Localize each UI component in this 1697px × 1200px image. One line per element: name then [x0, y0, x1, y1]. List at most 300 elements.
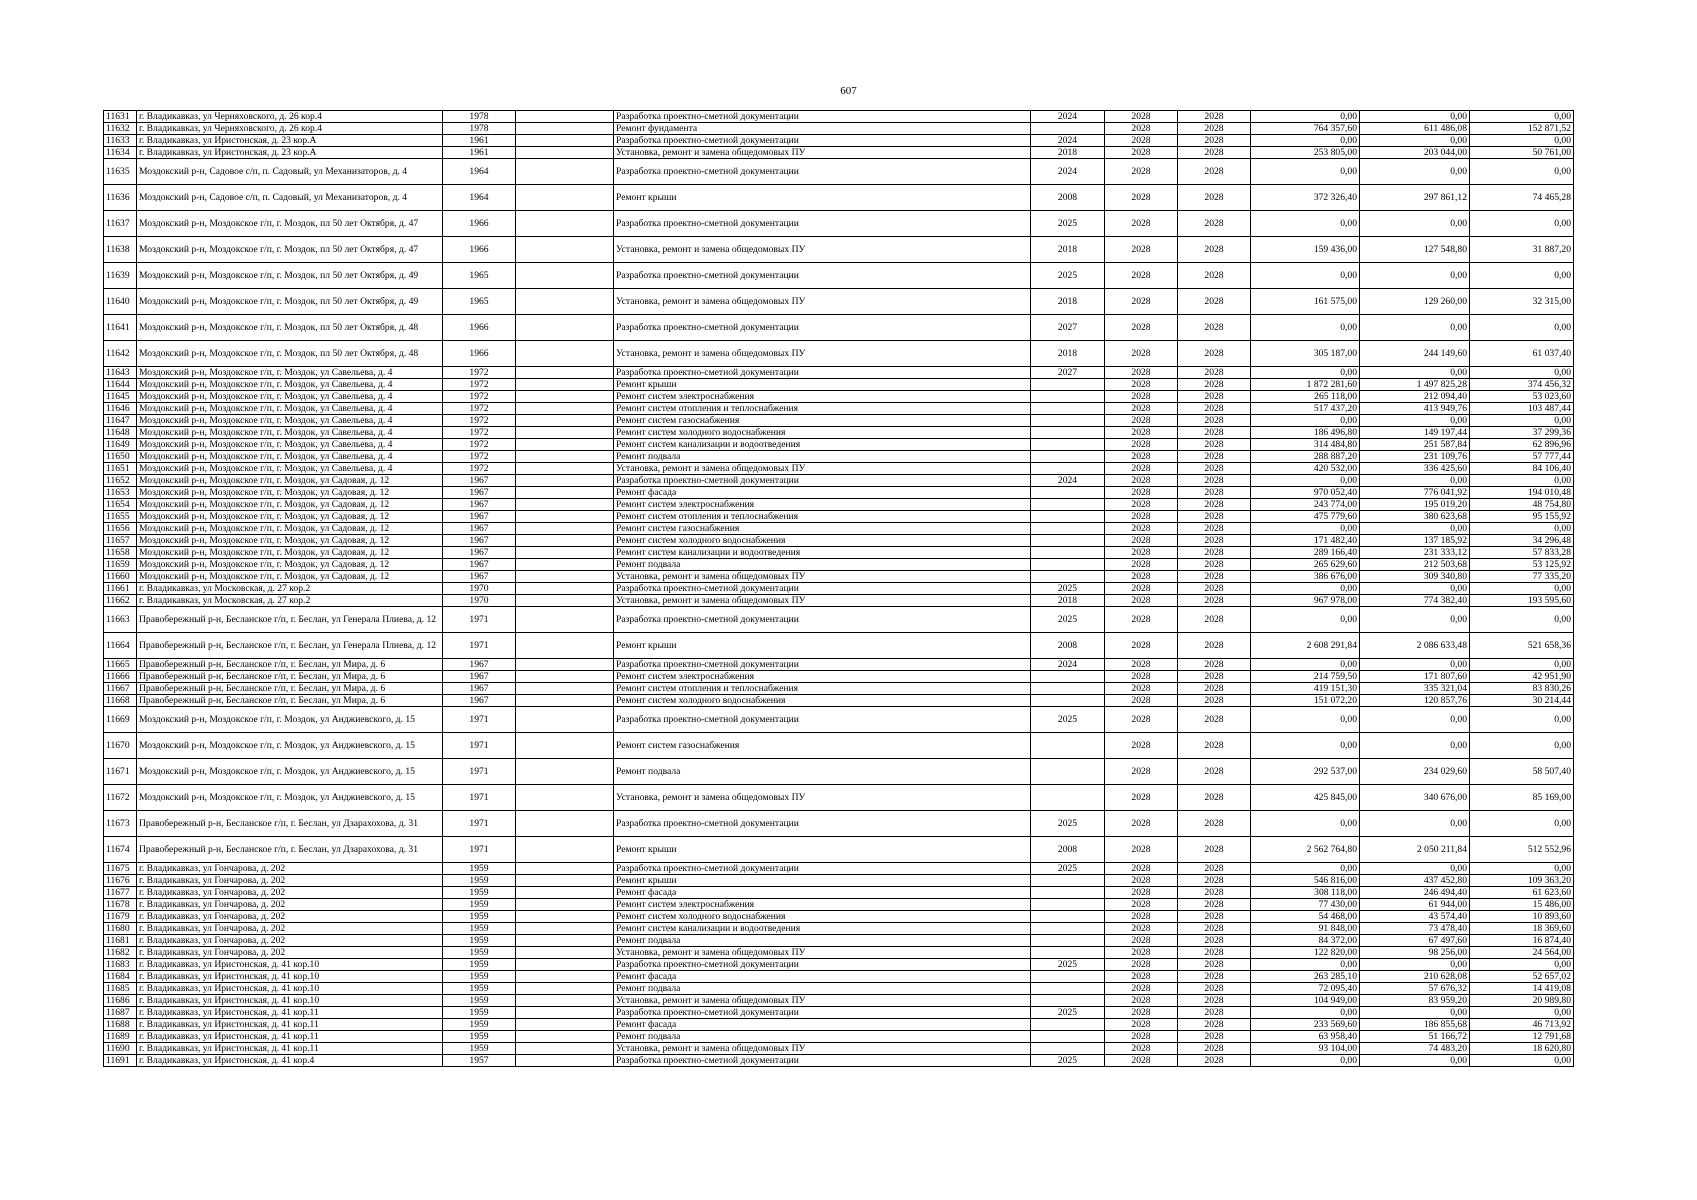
empty-cell	[516, 559, 614, 571]
empty-cell	[516, 341, 614, 367]
table-row	[104, 123, 1574, 135]
last-repair-year	[1031, 535, 1105, 547]
row-number: 11688	[104, 1019, 137, 1031]
total-cost: 1 872 281,60	[1251, 379, 1360, 391]
total-cost: 91 848,00	[1251, 923, 1360, 935]
total-cost: 214 759,50	[1251, 671, 1360, 683]
row-number: 11673	[104, 811, 137, 837]
last-repair-year	[1031, 899, 1105, 911]
empty-cell	[516, 971, 614, 983]
plan-year-start: 2028	[1105, 237, 1178, 263]
empty-cell	[516, 237, 614, 263]
plan-year-start: 2028	[1105, 1007, 1178, 1019]
build-year: 1971	[443, 785, 516, 811]
build-year: 1959	[443, 1031, 516, 1043]
address: г. Владикавказ, ул Гончарова, д. 202	[137, 911, 443, 923]
table-row	[104, 571, 1574, 583]
work-type: Ремонт подвала	[614, 983, 1031, 995]
empty-cell	[516, 487, 614, 499]
plan-year-end: 2028	[1178, 971, 1251, 983]
owner-cost: 0,00	[1470, 583, 1574, 595]
last-repair-year	[1031, 403, 1105, 415]
table-row	[104, 607, 1574, 633]
address: Моздокский р-н, Моздокское г/п, г. Моздок, ул Садовая, д. 12	[137, 523, 443, 535]
fund-cost: 127 548,80	[1360, 237, 1470, 263]
address: Моздокский р-н, Моздокское г/п, г. Моздок, ул Савельева, д. 4	[137, 379, 443, 391]
plan-year-end: 2028	[1178, 535, 1251, 547]
build-year: 1972	[443, 427, 516, 439]
address: г. Владикавказ, ул Иристонская, д. 23 кор.А	[137, 135, 443, 147]
last-repair-year: 2018	[1031, 341, 1105, 367]
total-cost: 253 805,00	[1251, 147, 1360, 159]
last-repair-year	[1031, 451, 1105, 463]
last-repair-year	[1031, 695, 1105, 707]
empty-cell	[516, 983, 614, 995]
owner-cost: 521 658,36	[1470, 633, 1574, 659]
plan-year-start: 2028	[1105, 1055, 1178, 1067]
fund-cost: 61 944,00	[1360, 899, 1470, 911]
empty-cell	[516, 1007, 614, 1019]
fund-cost: 251 587,84	[1360, 439, 1470, 451]
row-number: 11653	[104, 487, 137, 499]
fund-cost: 1 497 825,28	[1360, 379, 1470, 391]
work-type: Ремонт подвала	[614, 759, 1031, 785]
plan-year-end: 2028	[1178, 237, 1251, 263]
owner-cost: 0,00	[1470, 263, 1574, 289]
fund-cost: 212 094,40	[1360, 391, 1470, 403]
table-row	[104, 523, 1574, 535]
empty-cell	[516, 733, 614, 759]
work-type: Разработка проектно-сметной документации	[614, 111, 1031, 123]
address: Моздокский р-н, Моздокское г/п, г. Моздок, ул Садовая, д. 12	[137, 511, 443, 523]
empty-cell	[516, 811, 614, 837]
last-repair-year: 2008	[1031, 633, 1105, 659]
owner-cost: 62 896,96	[1470, 439, 1574, 451]
row-number: 11633	[104, 135, 137, 147]
plan-year-end: 2028	[1178, 887, 1251, 899]
total-cost: 159 436,00	[1251, 237, 1360, 263]
build-year: 1967	[443, 499, 516, 511]
fund-cost: 309 340,80	[1360, 571, 1470, 583]
table-row	[104, 935, 1574, 947]
work-type: Разработка проектно-сметной документации	[614, 135, 1031, 147]
plan-year-start: 2028	[1105, 1043, 1178, 1055]
work-type: Разработка проектно-сметной документации	[614, 607, 1031, 633]
fund-cost: 234 029,60	[1360, 759, 1470, 785]
build-year: 1966	[443, 341, 516, 367]
fund-cost: 67 497,60	[1360, 935, 1470, 947]
fund-cost: 203 044,00	[1360, 147, 1470, 159]
plan-year-start: 2028	[1105, 759, 1178, 785]
total-cost: 288 887,20	[1251, 451, 1360, 463]
plan-year-start: 2028	[1105, 947, 1178, 959]
row-number: 11676	[104, 875, 137, 887]
empty-cell	[516, 547, 614, 559]
owner-cost: 24 564,00	[1470, 947, 1574, 959]
plan-year-end: 2028	[1178, 571, 1251, 583]
row-number: 11669	[104, 707, 137, 733]
plan-year-start: 2028	[1105, 185, 1178, 211]
row-number: 11640	[104, 289, 137, 315]
plan-year-start: 2028	[1105, 511, 1178, 523]
owner-cost: 152 871,52	[1470, 123, 1574, 135]
last-repair-year	[1031, 511, 1105, 523]
total-cost: 2 608 291,84	[1251, 633, 1360, 659]
plan-year-end: 2028	[1178, 785, 1251, 811]
work-type: Ремонт систем холодного водоснабжения	[614, 427, 1031, 439]
address: Моздокский р-н, Моздокское г/п, г. Моздок, ул Савельева, д. 4	[137, 451, 443, 463]
plan-year-start: 2028	[1105, 911, 1178, 923]
work-type: Установка, ремонт и замена общедомовых ПУ	[614, 995, 1031, 1007]
address: г. Владикавказ, ул Черняховского, д. 26 кор.4	[137, 111, 443, 123]
plan-year-start: 2028	[1105, 315, 1178, 341]
total-cost: 186 496,80	[1251, 427, 1360, 439]
empty-cell	[516, 111, 614, 123]
row-number: 11683	[104, 959, 137, 971]
address: Моздокский р-н, Моздокское г/п, г. Моздок, ул Садовая, д. 12	[137, 547, 443, 559]
fund-cost: 246 494,40	[1360, 887, 1470, 899]
last-repair-year: 2025	[1031, 583, 1105, 595]
plan-year-end: 2028	[1178, 837, 1251, 863]
fund-cost: 51 166,72	[1360, 1031, 1470, 1043]
build-year: 1978	[443, 111, 516, 123]
owner-cost: 58 507,40	[1470, 759, 1574, 785]
fund-cost: 0,00	[1360, 659, 1470, 671]
row-number: 11650	[104, 451, 137, 463]
empty-cell	[516, 583, 614, 595]
plan-year-start: 2028	[1105, 123, 1178, 135]
work-type: Установка, ремонт и замена общедомовых ПУ	[614, 147, 1031, 159]
build-year: 1970	[443, 583, 516, 595]
row-number: 11666	[104, 671, 137, 683]
work-type: Разработка проектно-сметной документации	[614, 583, 1031, 595]
fund-cost: 83 959,20	[1360, 995, 1470, 1007]
table-row	[104, 427, 1574, 439]
owner-cost: 57 833,28	[1470, 547, 1574, 559]
plan-year-end: 2028	[1178, 147, 1251, 159]
build-year: 1964	[443, 159, 516, 185]
total-cost: 419 151,30	[1251, 683, 1360, 695]
last-repair-year	[1031, 571, 1105, 583]
last-repair-year	[1031, 123, 1105, 135]
address: Правобережный р-н, Беcланское г/п, г. Беслан, ул Мира, д. 6	[137, 683, 443, 695]
table-row	[104, 595, 1574, 607]
empty-cell	[516, 707, 614, 733]
plan-year-end: 2028	[1178, 427, 1251, 439]
last-repair-year	[1031, 499, 1105, 511]
last-repair-year: 2024	[1031, 659, 1105, 671]
empty-cell	[516, 785, 614, 811]
empty-cell	[516, 695, 614, 707]
last-repair-year	[1031, 875, 1105, 887]
address: г. Владикавказ, ул Московская, д. 27 кор.2	[137, 595, 443, 607]
address: г. Владикавказ, ул Иристонская, д. 41 кор.11	[137, 1043, 443, 1055]
fund-cost: 0,00	[1360, 707, 1470, 733]
plan-year-start: 2028	[1105, 487, 1178, 499]
plan-year-start: 2028	[1105, 1019, 1178, 1031]
owner-cost: 0,00	[1470, 475, 1574, 487]
plan-year-end: 2028	[1178, 1055, 1251, 1067]
work-type: Ремонт фасада	[614, 887, 1031, 899]
table-row	[104, 707, 1574, 733]
owner-cost: 0,00	[1470, 135, 1574, 147]
plan-year-start: 2028	[1105, 451, 1178, 463]
build-year: 1959	[443, 935, 516, 947]
work-type: Ремонт систем канализации и водоотведения	[614, 547, 1031, 559]
total-cost: 308 118,00	[1251, 887, 1360, 899]
empty-cell	[516, 211, 614, 237]
plan-year-start: 2028	[1105, 341, 1178, 367]
table-row	[104, 487, 1574, 499]
build-year: 1961	[443, 135, 516, 147]
plan-year-start: 2028	[1105, 695, 1178, 707]
work-type: Разработка проектно-сметной документации	[614, 707, 1031, 733]
row-number: 11642	[104, 341, 137, 367]
plan-year-end: 2028	[1178, 995, 1251, 1007]
plan-year-start: 2028	[1105, 475, 1178, 487]
build-year: 1978	[443, 123, 516, 135]
table-row	[104, 415, 1574, 427]
row-number: 11668	[104, 695, 137, 707]
row-number: 11635	[104, 159, 137, 185]
total-cost: 161 575,00	[1251, 289, 1360, 315]
plan-year-end: 2028	[1178, 523, 1251, 535]
empty-cell	[516, 475, 614, 487]
last-repair-year: 2024	[1031, 159, 1105, 185]
plan-year-start: 2028	[1105, 633, 1178, 659]
owner-cost: 0,00	[1470, 733, 1574, 759]
plan-year-end: 2028	[1178, 123, 1251, 135]
work-type: Разработка проектно-сметной документации	[614, 475, 1031, 487]
work-type: Ремонт крыши	[614, 837, 1031, 863]
row-number: 11686	[104, 995, 137, 1007]
build-year: 1967	[443, 511, 516, 523]
row-number: 11684	[104, 971, 137, 983]
last-repair-year: 2018	[1031, 289, 1105, 315]
fund-cost: 0,00	[1360, 733, 1470, 759]
total-cost: 372 326,40	[1251, 185, 1360, 211]
fund-cost: 437 452,80	[1360, 875, 1470, 887]
owner-cost: 374 456,32	[1470, 379, 1574, 391]
row-number: 11636	[104, 185, 137, 211]
build-year: 1972	[443, 439, 516, 451]
fund-cost: 120 857,76	[1360, 695, 1470, 707]
plan-year-start: 2028	[1105, 595, 1178, 607]
work-type: Ремонт систем электроснабжения	[614, 499, 1031, 511]
empty-cell	[516, 147, 614, 159]
table-row	[104, 733, 1574, 759]
owner-cost: 18 369,60	[1470, 923, 1574, 935]
plan-year-end: 2028	[1178, 607, 1251, 633]
owner-cost: 95 155,92	[1470, 511, 1574, 523]
owner-cost: 48 754,80	[1470, 499, 1574, 511]
table-row	[104, 899, 1574, 911]
row-number: 11661	[104, 583, 137, 595]
total-cost: 292 537,00	[1251, 759, 1360, 785]
total-cost: 77 430,00	[1251, 899, 1360, 911]
work-type: Ремонт систем газоснабжения	[614, 523, 1031, 535]
last-repair-year: 2024	[1031, 135, 1105, 147]
fund-cost: 73 478,40	[1360, 923, 1470, 935]
build-year: 1961	[443, 147, 516, 159]
last-repair-year: 2024	[1031, 111, 1105, 123]
last-repair-year	[1031, 547, 1105, 559]
fund-cost: 611 486,08	[1360, 123, 1470, 135]
fund-cost: 210 628,08	[1360, 971, 1470, 983]
empty-cell	[516, 837, 614, 863]
work-type: Ремонт подвала	[614, 451, 1031, 463]
row-number: 11664	[104, 633, 137, 659]
fund-cost: 0,00	[1360, 367, 1470, 379]
owner-cost: 194 010,48	[1470, 487, 1574, 499]
work-type: Ремонт систем отопления и теплоснабжения	[614, 511, 1031, 523]
total-cost: 386 676,00	[1251, 571, 1360, 583]
build-year: 1967	[443, 535, 516, 547]
fund-cost: 2 050 211,84	[1360, 837, 1470, 863]
row-number: 11654	[104, 499, 137, 511]
owner-cost: 83 830,26	[1470, 683, 1574, 695]
total-cost: 54 468,00	[1251, 911, 1360, 923]
fund-cost: 231 333,12	[1360, 547, 1470, 559]
table-row	[104, 147, 1574, 159]
address: г. Владикавказ, ул Иристонская, д. 41 кор.11	[137, 1031, 443, 1043]
build-year: 1972	[443, 451, 516, 463]
total-cost: 0,00	[1251, 475, 1360, 487]
last-repair-year: 2025	[1031, 607, 1105, 633]
last-repair-year	[1031, 439, 1105, 451]
plan-year-end: 2028	[1178, 487, 1251, 499]
address: Моздокский р-н, Моздокское г/п, г. Моздок, пл 50 лет Октября, д. 48	[137, 315, 443, 341]
build-year: 1959	[443, 947, 516, 959]
fund-cost: 413 949,76	[1360, 403, 1470, 415]
plan-year-end: 2028	[1178, 671, 1251, 683]
plan-year-start: 2028	[1105, 367, 1178, 379]
address: г. Владикавказ, ул Иристонская, д. 41 кор.10	[137, 995, 443, 1007]
table-row	[104, 511, 1574, 523]
owner-cost: 85 169,00	[1470, 785, 1574, 811]
build-year: 1959	[443, 887, 516, 899]
work-type: Установка, ремонт и замена общедомовых ПУ	[614, 341, 1031, 367]
row-number: 11677	[104, 887, 137, 899]
work-type: Ремонт крыши	[614, 875, 1031, 887]
empty-cell	[516, 135, 614, 147]
plan-year-end: 2028	[1178, 391, 1251, 403]
row-number: 11631	[104, 111, 137, 123]
empty-cell	[516, 959, 614, 971]
plan-year-end: 2028	[1178, 759, 1251, 785]
address: Моздокский р-н, Моздокское г/п, г. Моздок, ул Савельева, д. 4	[137, 439, 443, 451]
plan-year-end: 2028	[1178, 707, 1251, 733]
address: Моздокский р-н, Моздокское г/п, г. Моздок, ул Анджиевского, д. 15	[137, 759, 443, 785]
row-number: 11687	[104, 1007, 137, 1019]
owner-cost: 0,00	[1470, 315, 1574, 341]
row-number: 11656	[104, 523, 137, 535]
plan-year-start: 2028	[1105, 935, 1178, 947]
plan-year-end: 2028	[1178, 341, 1251, 367]
build-year: 1967	[443, 559, 516, 571]
fund-cost: 2 086 633,48	[1360, 633, 1470, 659]
plan-year-end: 2028	[1178, 863, 1251, 875]
plan-year-start: 2028	[1105, 863, 1178, 875]
work-type: Ремонт систем электроснабжения	[614, 899, 1031, 911]
owner-cost: 0,00	[1470, 111, 1574, 123]
total-cost: 233 569,60	[1251, 1019, 1360, 1031]
build-year: 1965	[443, 263, 516, 289]
address: Моздокский р-н, Моздокское г/п, г. Моздок, пл 50 лет Октября, д. 47	[137, 211, 443, 237]
empty-cell	[516, 499, 614, 511]
last-repair-year	[1031, 379, 1105, 391]
total-cost: 243 774,00	[1251, 499, 1360, 511]
empty-cell	[516, 159, 614, 185]
last-repair-year: 2027	[1031, 315, 1105, 341]
work-type: Ремонт фундамента	[614, 123, 1031, 135]
plan-year-end: 2028	[1178, 659, 1251, 671]
owner-cost: 20 989,80	[1470, 995, 1574, 1007]
empty-cell	[516, 1019, 614, 1031]
plan-year-start: 2028	[1105, 463, 1178, 475]
last-repair-year	[1031, 995, 1105, 1007]
last-repair-year: 2025	[1031, 863, 1105, 875]
work-type: Разработка проектно-сметной документации	[614, 211, 1031, 237]
table-row	[104, 439, 1574, 451]
last-repair-year	[1031, 523, 1105, 535]
last-repair-year	[1031, 683, 1105, 695]
table-row	[104, 887, 1574, 899]
build-year: 1959	[443, 983, 516, 995]
total-cost: 171 482,40	[1251, 535, 1360, 547]
total-cost: 0,00	[1251, 111, 1360, 123]
address: Моздокский р-н, Моздокское г/п, г. Моздок, ул Савельева, д. 4	[137, 403, 443, 415]
address: Моздокский р-н, Моздокское г/п, г. Моздок, ул Садовая, д. 12	[137, 559, 443, 571]
total-cost: 305 187,00	[1251, 341, 1360, 367]
address: Моздокский р-н, Моздокское г/п, г. Моздок, пл 50 лет Октября, д. 48	[137, 341, 443, 367]
work-type: Установка, ремонт и замена общедомовых ПУ	[614, 1043, 1031, 1055]
plan-year-end: 2028	[1178, 211, 1251, 237]
owner-cost: 103 487,44	[1470, 403, 1574, 415]
fund-cost: 0,00	[1360, 1007, 1470, 1019]
table-row	[104, 1055, 1574, 1067]
work-type: Ремонт систем электроснабжения	[614, 391, 1031, 403]
work-type: Установка, ремонт и замена общедомовых ПУ	[614, 289, 1031, 315]
address: Правобережный р-н, Беcланское г/п, г. Беслан, ул Генерала Плиева, д. 12	[137, 633, 443, 659]
table-row	[104, 289, 1574, 315]
plan-year-end: 2028	[1178, 633, 1251, 659]
last-repair-year	[1031, 947, 1105, 959]
empty-cell	[516, 863, 614, 875]
owner-cost: 0,00	[1470, 863, 1574, 875]
empty-cell	[516, 289, 614, 315]
owner-cost: 0,00	[1470, 659, 1574, 671]
empty-cell	[516, 633, 614, 659]
table-row	[104, 1043, 1574, 1055]
work-type: Ремонт систем канализации и водоотведения	[614, 439, 1031, 451]
plan-year-end: 2028	[1178, 1019, 1251, 1031]
empty-cell	[516, 995, 614, 1007]
row-number: 11634	[104, 147, 137, 159]
total-cost: 420 532,00	[1251, 463, 1360, 475]
row-number: 11643	[104, 367, 137, 379]
row-number: 11651	[104, 463, 137, 475]
plan-year-start: 2028	[1105, 535, 1178, 547]
plan-year-end: 2028	[1178, 923, 1251, 935]
build-year: 1959	[443, 911, 516, 923]
table-row	[104, 947, 1574, 959]
owner-cost: 15 486,00	[1470, 899, 1574, 911]
plan-year-end: 2028	[1178, 499, 1251, 511]
address: Моздокский р-н, Садовое с/п, п. Садовый, ул Механизаторов, д. 4	[137, 185, 443, 211]
empty-cell	[516, 315, 614, 341]
empty-cell	[516, 403, 614, 415]
